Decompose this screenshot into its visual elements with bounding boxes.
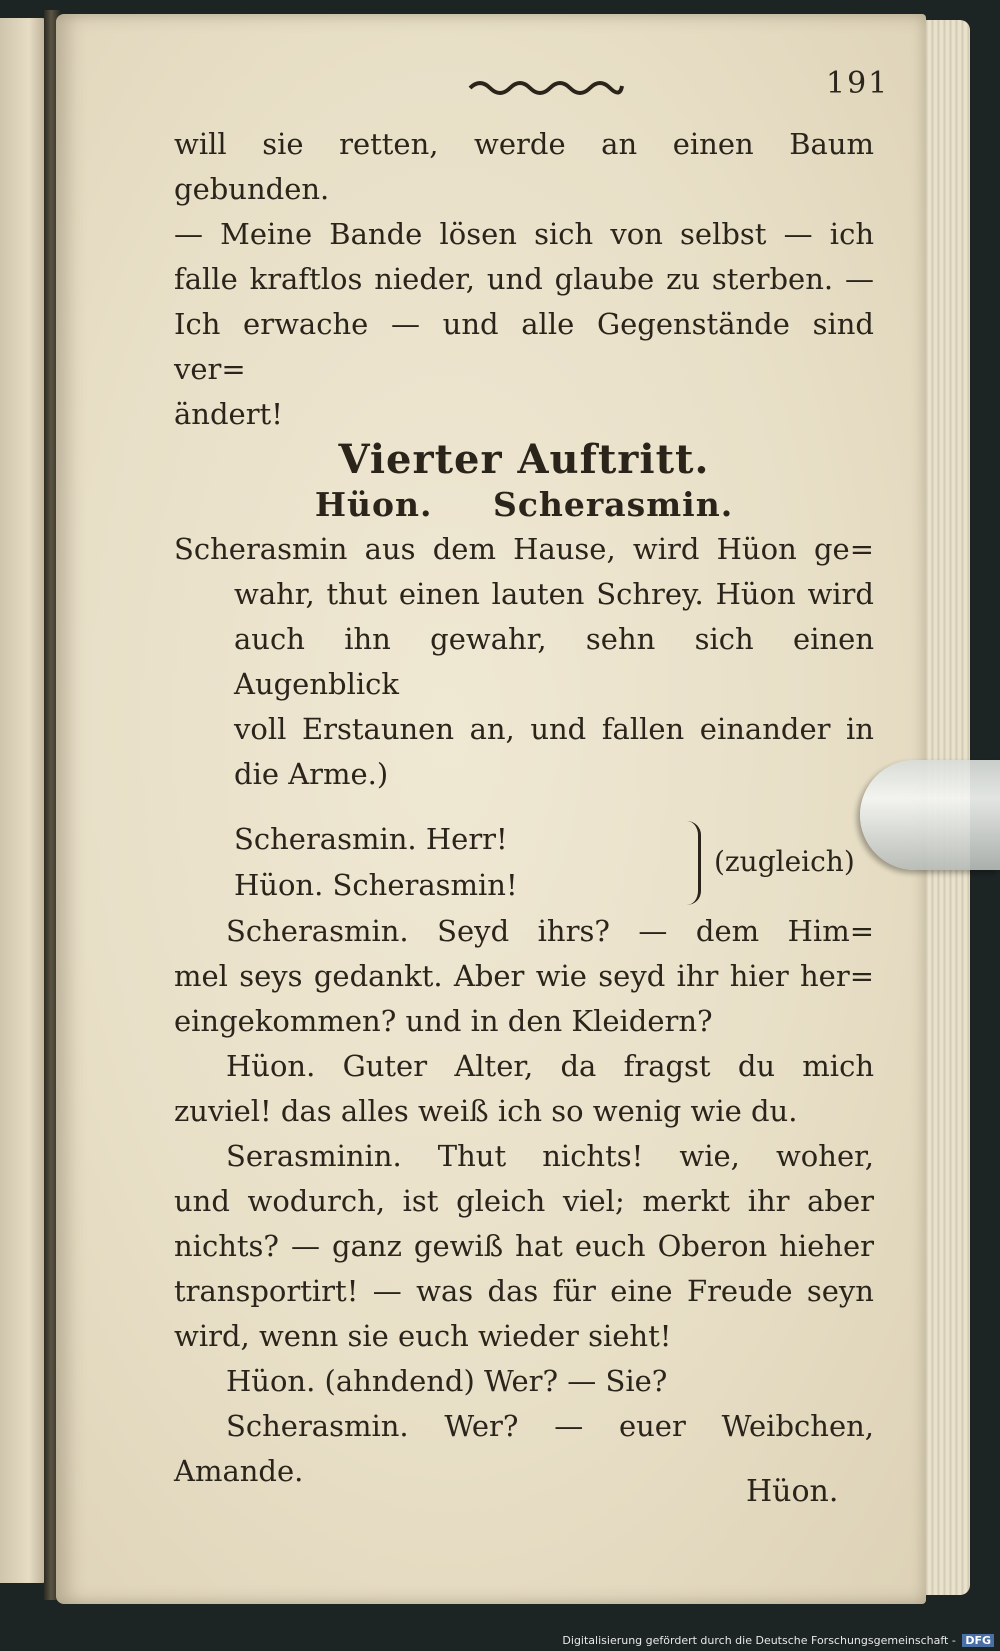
text-line: falle kraftlos nieder, und glaube zu sterben. — (174, 262, 874, 296)
dialogue-speech (174, 909, 874, 1044)
text-line: wird, wenn sie euch wieder sieht! (174, 1319, 672, 1353)
text-line: voll Erstaunen an, und fallen einander in (234, 712, 874, 746)
simultaneous-lines (174, 817, 874, 909)
text-line: die Arme.) (234, 757, 389, 791)
text-line: auch ihn gewahr, sehn sich einen Augenblick (234, 622, 874, 701)
header-ornament (466, 74, 626, 98)
text-line: Scherasmin aus dem Hause, wird Hüon ge= (174, 532, 874, 566)
text-line: wahr, thut einen lauten Schrey. Hüon wird (234, 577, 874, 611)
text-line: und wodurch, ist gleich viel; merkt ihr aber (174, 1184, 874, 1218)
dialogue-speech (174, 1134, 874, 1359)
stage-direction (174, 527, 874, 797)
text-line: transportirt! — was das für eine Freude seyn (174, 1274, 874, 1308)
text-line: — Meine Bande lösen sich von selbst — ich (174, 217, 874, 251)
page-clip (860, 760, 1000, 870)
dfg-logo: DFG (962, 1634, 994, 1647)
text-line: Serasminin. Thut nichts! wie, woher, (226, 1139, 874, 1173)
text-line: Hüon. Scherasmin! (234, 868, 518, 902)
person-name: Hüon. (314, 485, 433, 524)
simultaneous-note: (zugleich) (714, 845, 855, 878)
dialogue-speech (174, 1044, 874, 1134)
text-line: Ich erwache — und alle Gegenstände sind ver= (174, 307, 874, 386)
left-page-edge (0, 18, 48, 1583)
scene-heading: Vierter Auftritt. (338, 436, 710, 483)
text-line: zuviel! das alles weiß ich so wenig wie du. (174, 1094, 798, 1128)
text-line: Amande. (174, 1454, 304, 1488)
text-line: eingekommen? und in den Kleidern? (174, 1004, 713, 1038)
dialogue-speech (174, 1359, 874, 1404)
text-line: Scherasmin. Wer? — euer Weibchen, (226, 1409, 874, 1443)
text-line: Scherasmin. Herr! (234, 822, 508, 856)
person-name: Scherasmin. (492, 485, 734, 524)
book-page (56, 14, 926, 1604)
text-line: mel seys gedankt. Aber wie seyd ihr hier her= (174, 959, 874, 993)
scene-persons (174, 482, 874, 527)
text-line: ändert! (174, 397, 283, 431)
page-number: 191 (826, 66, 890, 101)
catchword: Hüon. (746, 1474, 839, 1509)
text-line: will sie retten, werde an einen Baum gebunden. (174, 127, 874, 206)
text-line: Hüon. (ahndend) Wer? — Sie? (226, 1364, 668, 1398)
opening-paragraph (174, 122, 874, 437)
page-text (174, 122, 874, 1494)
footer-text: Digitalisierung gefördert durch die Deutsche Forschungsgemeinschaft - (562, 1634, 956, 1647)
digitization-footer (562, 1634, 994, 1647)
text-line: nichts? — ganz gewiß hat euch Oberon hieher (174, 1229, 874, 1263)
brace-mark (684, 821, 701, 905)
text-line: Scherasmin. Seyd ihrs? — dem Him= (226, 914, 874, 948)
text-line: Hüon. Guter Alter, da fragst du mich (226, 1049, 874, 1083)
